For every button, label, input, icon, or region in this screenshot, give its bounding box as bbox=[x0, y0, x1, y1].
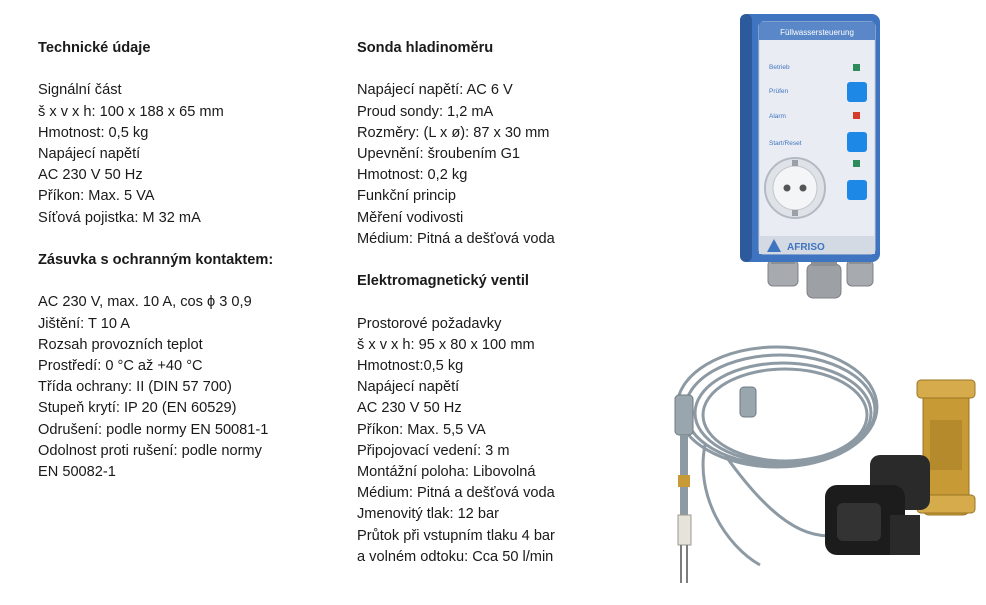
spec-line: Síťová pojistka: M 32 mA bbox=[38, 209, 201, 226]
spec-line: Signální část bbox=[38, 82, 122, 99]
spec-line: AC 230 V 50 Hz bbox=[357, 400, 462, 417]
spec-line: a volném odtoku: Cca 50 l/min bbox=[357, 548, 554, 565]
spec-line: Rozsah provozních teplot bbox=[38, 336, 203, 353]
reset-button bbox=[847, 132, 867, 152]
spec-line: š x v x h: 95 x 80 x 100 mm bbox=[357, 336, 535, 353]
spec-line: Příkon: Max. 5,5 VA bbox=[357, 421, 486, 438]
spec-line: Napájecí napětí bbox=[357, 379, 460, 396]
probe-and-valve-image bbox=[665, 335, 986, 605]
led-red-icon bbox=[853, 112, 860, 119]
spec-line: Funkční princip bbox=[357, 188, 456, 205]
spec-line: Odrušení: podle normy EN 50081-1 bbox=[38, 421, 269, 438]
spec-line: Třída ochrany: II (DIN 57 700) bbox=[38, 379, 232, 396]
controller-unit-image bbox=[735, 8, 885, 303]
spec-line: Proud sondy: 1,2 mA bbox=[357, 103, 494, 120]
test-button bbox=[847, 82, 867, 102]
mode-button bbox=[847, 180, 867, 200]
spec-line: AC 230 V, max. 10 A, cos ϕ 3 0,9 bbox=[38, 294, 252, 311]
brand-logo: AFRISO bbox=[787, 242, 825, 253]
spec-line: Napájecí napětí: AC 6 V bbox=[357, 82, 513, 99]
spec-line: Odolnost proti rušení: podle normy bbox=[38, 442, 262, 459]
probe-valve-column bbox=[357, 38, 657, 568]
spec-line: Stupeň krytí: IP 20 (EN 60529) bbox=[38, 400, 237, 417]
spec-line: Jištění: T 10 A bbox=[38, 315, 130, 332]
power-socket bbox=[765, 158, 825, 218]
led-green-icon bbox=[853, 160, 860, 167]
spec-line: EN 50082-1 bbox=[38, 464, 116, 481]
level-probe-heading: Sonda hladinoměru bbox=[357, 40, 494, 56]
technical-data-heading: Technické údaje bbox=[38, 40, 151, 56]
spec-line: š x v x h: 100 x 188 x 65 mm bbox=[38, 103, 224, 120]
technical-data-column bbox=[38, 38, 338, 483]
spec-line: Napájecí napětí bbox=[38, 146, 141, 162]
spec-line: Připojovací vedení: 3 m bbox=[357, 442, 510, 459]
spec-line: Hmotnost:0,5 kg bbox=[357, 358, 464, 374]
status-label: Start/Reset bbox=[769, 140, 802, 147]
spec-line: Hmotnost: 0,2 kg bbox=[357, 167, 468, 184]
spec-line: Prostředí: 0 °C až +40 °C bbox=[38, 358, 203, 374]
solenoid-valve-heading: Elektromagnetický ventil bbox=[357, 273, 529, 290]
spec-line: Hmotnost: 0,5 kg bbox=[38, 124, 149, 141]
spec-line: Měření vodivosti bbox=[357, 209, 464, 226]
status-label: Betrieb bbox=[769, 64, 790, 71]
spec-line: Rozměry: (L x ø): 87 x 30 mm bbox=[357, 124, 550, 141]
spec-line: Příkon: Max. 5 VA bbox=[38, 188, 155, 205]
spec-line: AC 230 V 50 Hz bbox=[38, 167, 143, 184]
spec-line: Médium: Pitná a dešťová voda bbox=[357, 230, 555, 247]
spec-line: Jmenovitý tlak: 12 bar bbox=[357, 506, 499, 523]
spec-line: Prostorové požadavky bbox=[357, 315, 502, 332]
led-green-icon bbox=[853, 64, 860, 71]
socket-heading: Zásuvka s ochranným kontaktem: bbox=[38, 252, 274, 268]
level-probe bbox=[678, 435, 691, 583]
panel-title: Füllwassersteuerung bbox=[780, 28, 854, 37]
solenoid-valve bbox=[825, 380, 975, 555]
status-label: Alarm bbox=[769, 113, 786, 120]
spec-line: Médium: Pitná a dešťová voda bbox=[357, 485, 555, 502]
spec-line: Montážní poloha: Libovolná bbox=[357, 464, 536, 481]
status-label: Prüfen bbox=[769, 88, 789, 95]
cable-glands bbox=[768, 256, 873, 298]
spec-line: Průtok při vstupním tlaku 4 bar bbox=[357, 527, 555, 544]
spec-line: Upevnění: šroubením G1 bbox=[357, 146, 521, 162]
